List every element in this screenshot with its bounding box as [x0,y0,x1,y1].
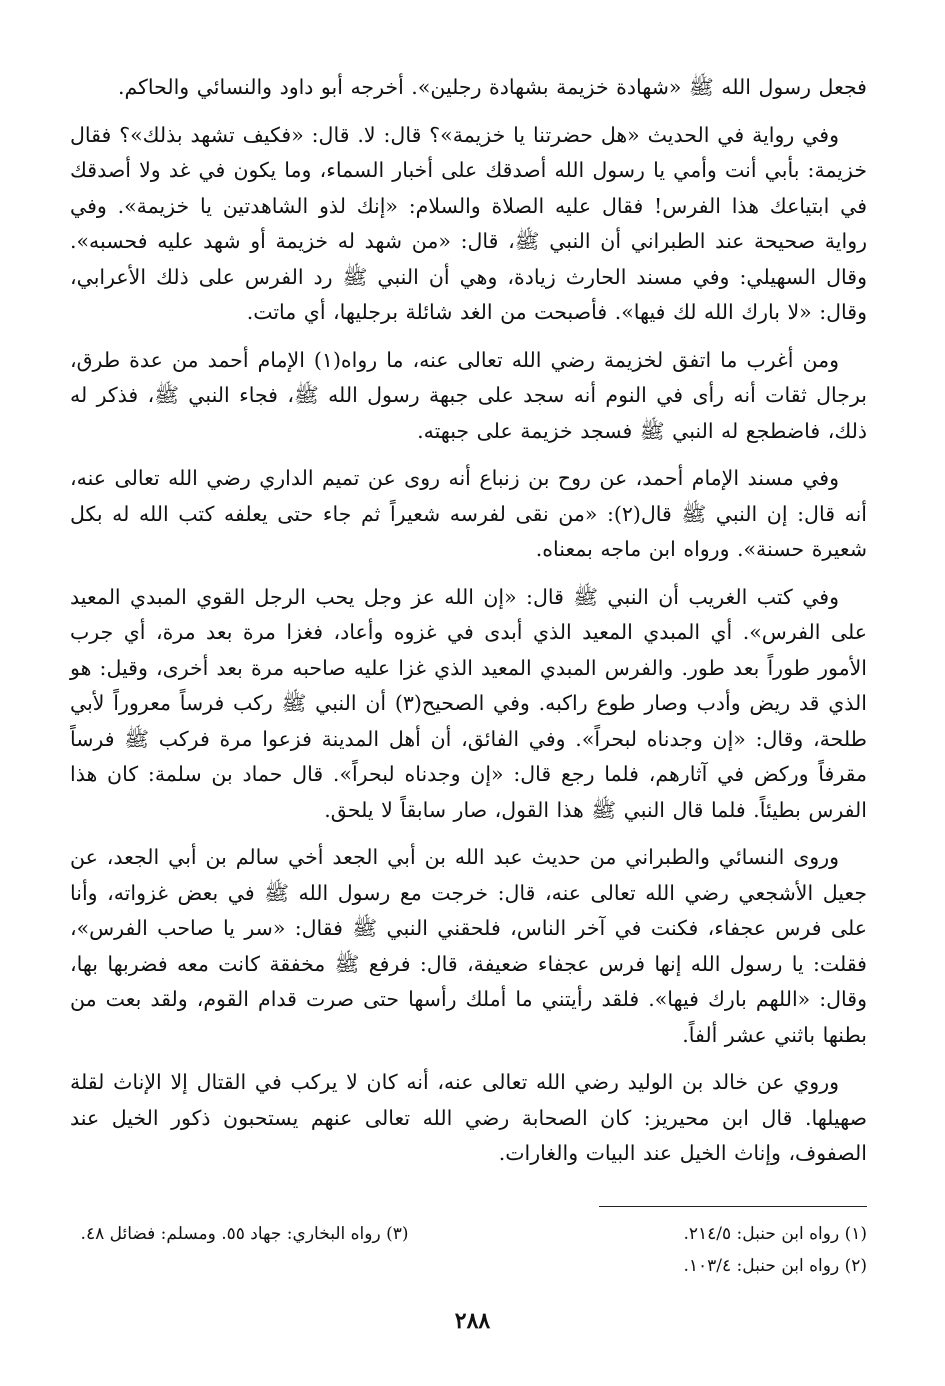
footnote-1: (١) رواه ابن حنبل: ٢١٤/٥. [683,1224,867,1244]
footnote-3: (٣) رواه البخاري: جهاد ٥٥. ومسلم: فضائل ٤٨. [80,1224,409,1244]
footnote-row-1 [70,1218,867,1250]
footnote-row-2 [70,1250,867,1282]
paragraph-3: ومن أغرب ما اتفق لخزيمة رضي الله تعالى عنه، ما رواه(١) الإمام أحمد من عدة طرق، برجال ثقات أنه رأى في النوم أنه سجد على جبهة رسول الله ﷺ، فجاء النبي ﷺ، فذكر له ذلك، فاضطجع له النبي ﷺ فسجد خزيمة على جبهته. [70,347,867,443]
footnote-2: (٢) رواه ابن حنبل: ١٠٣/٤. [683,1256,867,1276]
paragraph-7: وروي عن خالد بن الوليد رضي الله تعالى عنه، أنه كان لا يركب في القتال إلا الإناث لقلة صهيلها. قال ابن محيريز: كان الصحابة رضي الله تعالى عنهم يستحبون ذكور الخيل عند الصفوف، وإناث الخيل عند البيات والغارات. [70,1070,867,1165]
paragraph-4: وفي مسند الإمام أحمد، عن روح بن زنباع أنه روى عن تميم الداري رضي الله تعالى عنه، أنه قال: إن النبي ﷺ قال(٢): «من نقى لفرسه شعيراً ثم جاء حتى يعلفه كتب الله له بكل شعيرة حسنة». ورواه ابن ماجه بمعناه. [70,466,867,561]
paragraph-5: وفي كتب الغريب أن النبي ﷺ قال: «إن الله عز وجل يحب الرجل القوي المبدي المعيد على الفرس». أي المبدي المعيد الذي أبدى في غزوه وأعاد، فغزا مرة بعد مرة، أي جرب الأمور طوراً بعد طور. والفرس المبدي المعيد الذي غزا عليه صاحبه مرة بعد أخرى، وقيل: هو الذي قد ريض وأدب وصار طوع راكبه. وفي الصحيح(٣) أن النبي ﷺ ركب فرساً معروراً لأبي طلحة، وقال: «إن وجدناه لبحراً». وفي الفائق، أن أهل المدينة فزعوا مرة فركب ﷺ فرساً مقرفاً وركض في آثارهم، فلما رجع قال: «إن وجدناه لبحراً». قال حماد بن سلمة: كان هذا الفرس بطيئاً. فلما قال النبي ﷺ هذا القول، صار سابقاً لا يلحق. [70,584,867,822]
footnote-divider [599,1206,867,1207]
paragraph-6: وروى النسائي والطبراني من حديث عبد الله بن أبي الجعد أخي سالم بن أبي الجعد، عن جعيل الأشجعي رضي الله تعالى عنه، قال: خرجت مع رسول الله ﷺ في بعض غزواته، وأنا على فرس عجفاء، فكنت في آخر الناس، فلحقني النبي ﷺ فقال: «سر يا صاحب الفرس»، فقلت: يا رسول الله إنها فرس عجفاء ضعيفة، قال: فرفع ﷺ مخفقة كانت معه فضربها بها، وقال: «اللهم بارك فيها». فلقد رأيتني ما أملك رأسها حتى صرت قدام القوم، ولقد بعت من بطنها باثني عشر ألفاً. [70,845,867,1047]
page-number: ٢٨٨ [454,1308,491,1334]
paragraph-1: فجعل رسول الله ﷺ «شهادة خزيمة بشهادة رجلين». أخرجه أبو داود والنسائي والحاكم. [117,75,867,99]
paragraph-2: وفي رواية في الحديث «هل حضرتنا يا خزيمة»؟ قال: لا. قال: «فكيف تشهد بذلك»؟ فقال خزيمة: بأبي أنت وأمي يا رسول الله أصدقك على أخبار السماء، وما يكون في غد ولا أصدقك في ابتياعك هذا الفرس! فقال عليه الصلاة والسلام: «إنك لذو الشاهدتين يا خزيمة». وفي رواية صحيحة عند الطبراني أن النبي ﷺ، قال: «من شهد له خزيمة أو شهد عليه فحسبه». وقال السهيلي: وفي مسند الحارث زيادة، وهي أن النبي ﷺ رد الفرس على ذلك الأعرابي، وقال: «لا بارك الله لك فيها». فأصبحت من الغد شائلة برجليها، أي ماتت. [70,122,867,324]
footnotes [70,1218,867,1282]
footnote-empty [70,1250,469,1282]
